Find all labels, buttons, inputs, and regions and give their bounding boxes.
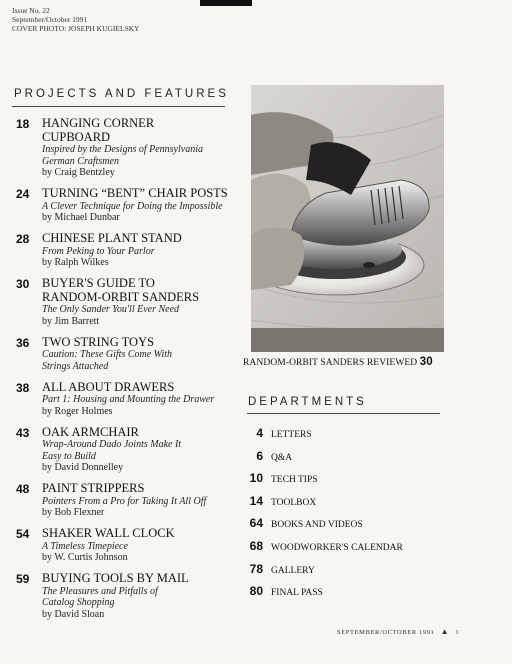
feature-title: PAINT STRIPPERS: [42, 481, 145, 495]
feature-author: by Roger Holmes: [42, 405, 113, 417]
feature-page: 59: [16, 572, 30, 586]
department-item[interactable]: [240, 449, 450, 472]
feature-author: by Ralph Wilkes: [42, 257, 109, 268]
feature-item[interactable]: [16, 232, 246, 269]
footer-page-number: 1: [455, 629, 460, 636]
department-name: Q&A: [271, 452, 293, 463]
feature-page: 18: [16, 117, 30, 131]
sander-illustration: [251, 85, 444, 352]
department-item[interactable]: [240, 426, 450, 449]
features-rule: [12, 106, 225, 107]
department-item[interactable]: [240, 471, 450, 494]
feature-author: by Craig Bentzley: [42, 167, 115, 178]
feature-page: 54: [16, 527, 30, 541]
features-heading: PROJECTS AND FEATURES: [14, 88, 229, 100]
department-page: 68: [249, 538, 263, 553]
feature-subtitle: The Pleasures and Pitfalls of Catalog Shopping: [42, 585, 158, 608]
footer-date: SEPTEMBER/OCTOBER 1991: [337, 629, 435, 636]
department-page: 80: [249, 584, 263, 599]
cover-credit: COVER PHOTO: JOSEPH KUGIELSKY: [12, 24, 140, 33]
department-page: 14: [249, 493, 263, 508]
feature-item[interactable]: [16, 426, 246, 474]
issue-number: Issue No. 22: [12, 6, 50, 15]
photo-caption: [243, 356, 443, 368]
feature-item[interactable]: [16, 336, 246, 373]
department-page: 78: [249, 561, 263, 576]
feature-subtitle: Pointers From a Pro for Taking It All Off: [42, 495, 207, 507]
departments-heading: DEPARTMENTS: [248, 396, 367, 408]
feature-item[interactable]: [16, 482, 246, 519]
feature-author: by David Sloan: [42, 608, 105, 620]
department-name: TOOLBOX: [271, 497, 317, 508]
department-name: BOOKS AND VIDEOS: [271, 520, 363, 531]
feature-item[interactable]: [16, 527, 246, 564]
feature-item[interactable]: [16, 277, 246, 327]
page-footer: [337, 627, 459, 636]
feature-page: 43: [16, 425, 30, 440]
feature-subtitle: Part 1: Housing and Mounting the Drawer: [42, 394, 215, 405]
feature-subtitle: The Only Sander You'll Ever Need: [42, 304, 180, 315]
department-page: 64: [249, 516, 263, 531]
department-item[interactable]: [240, 516, 450, 539]
department-item[interactable]: [240, 539, 450, 562]
feature-author: by David Donnelley: [42, 462, 124, 473]
department-name: WOODWORKER'S CALENDAR: [271, 542, 403, 553]
feature-item[interactable]: [16, 117, 246, 179]
department-item[interactable]: [240, 562, 450, 585]
feature-title: OAK ARMCHAIR: [42, 424, 139, 439]
feature-page: 48: [16, 482, 30, 496]
department-name: TECH TIPS: [271, 475, 318, 486]
feature-page: 38: [16, 380, 30, 395]
feature-author: by Bob Flexner: [42, 507, 105, 518]
feature-subtitle: A Timeless Timepiece: [42, 540, 128, 552]
feature-item[interactable]: [16, 381, 246, 418]
department-page: 4: [256, 426, 263, 440]
triangle-icon: ▲: [440, 627, 450, 636]
feature-item[interactable]: [16, 572, 246, 620]
department-item[interactable]: [240, 584, 450, 607]
caption-text: RANDOM-ORBIT SANDERS REVIEWED: [243, 358, 418, 368]
feature-title: TURNING “BENT” CHAIR POSTS: [42, 186, 228, 200]
feature-subtitle: Inspired by the Designs of Pennsylvania German Craftsmen: [42, 144, 203, 167]
feature-subtitle: Caution: These Gifts Come With Strings Attached: [42, 349, 172, 372]
feature-author: by Michael Dunbar: [42, 212, 120, 223]
top-tab-mark: [200, 0, 252, 6]
department-page: 10: [249, 471, 263, 486]
feature-subtitle: A Clever Technique for Doing the Impossible: [42, 200, 223, 212]
issue-date: September/October 1991: [12, 15, 88, 24]
department-page: 6: [256, 448, 263, 463]
feature-title: SHAKER WALL CLOCK: [42, 526, 175, 540]
caption-page: 30: [419, 356, 433, 368]
department-name: FINAL PASS: [271, 588, 323, 599]
feature-page: 28: [16, 232, 30, 246]
features-list: [16, 117, 246, 629]
feature-title: CHINESE PLANT STAND: [42, 231, 182, 245]
feature-page: 30: [16, 277, 30, 291]
feature-title: HANGING CORNER CUPBOARD: [42, 116, 155, 144]
feature-item[interactable]: [16, 187, 246, 224]
issue-info: [12, 6, 140, 33]
departments-list: [240, 426, 450, 607]
feature-title: BUYING TOOLS BY MAIL: [42, 571, 189, 585]
departments-rule: [247, 413, 440, 414]
department-name: GALLERY: [271, 565, 315, 576]
department-item[interactable]: [240, 494, 450, 517]
feature-title: ALL ABOUT DRAWERS: [42, 379, 175, 394]
feature-page: 24: [16, 187, 30, 201]
feature-title: BUYER'S GUIDE TO RANDOM-ORBIT SANDERS: [42, 276, 200, 304]
department-name: LETTERS: [271, 430, 312, 440]
feature-page: 36: [16, 335, 30, 350]
feature-author: by Jim Barrett: [42, 315, 100, 327]
feature-subtitle: From Peking to Your Parlor: [42, 245, 155, 257]
feature-author: by W. Curtis Johnson: [42, 552, 128, 563]
sander-photo: [251, 85, 444, 352]
feature-title: TWO STRING TOYS: [42, 334, 155, 349]
feature-subtitle: Wrap-Around Dado Joints Make It Easy to Build: [42, 439, 182, 462]
